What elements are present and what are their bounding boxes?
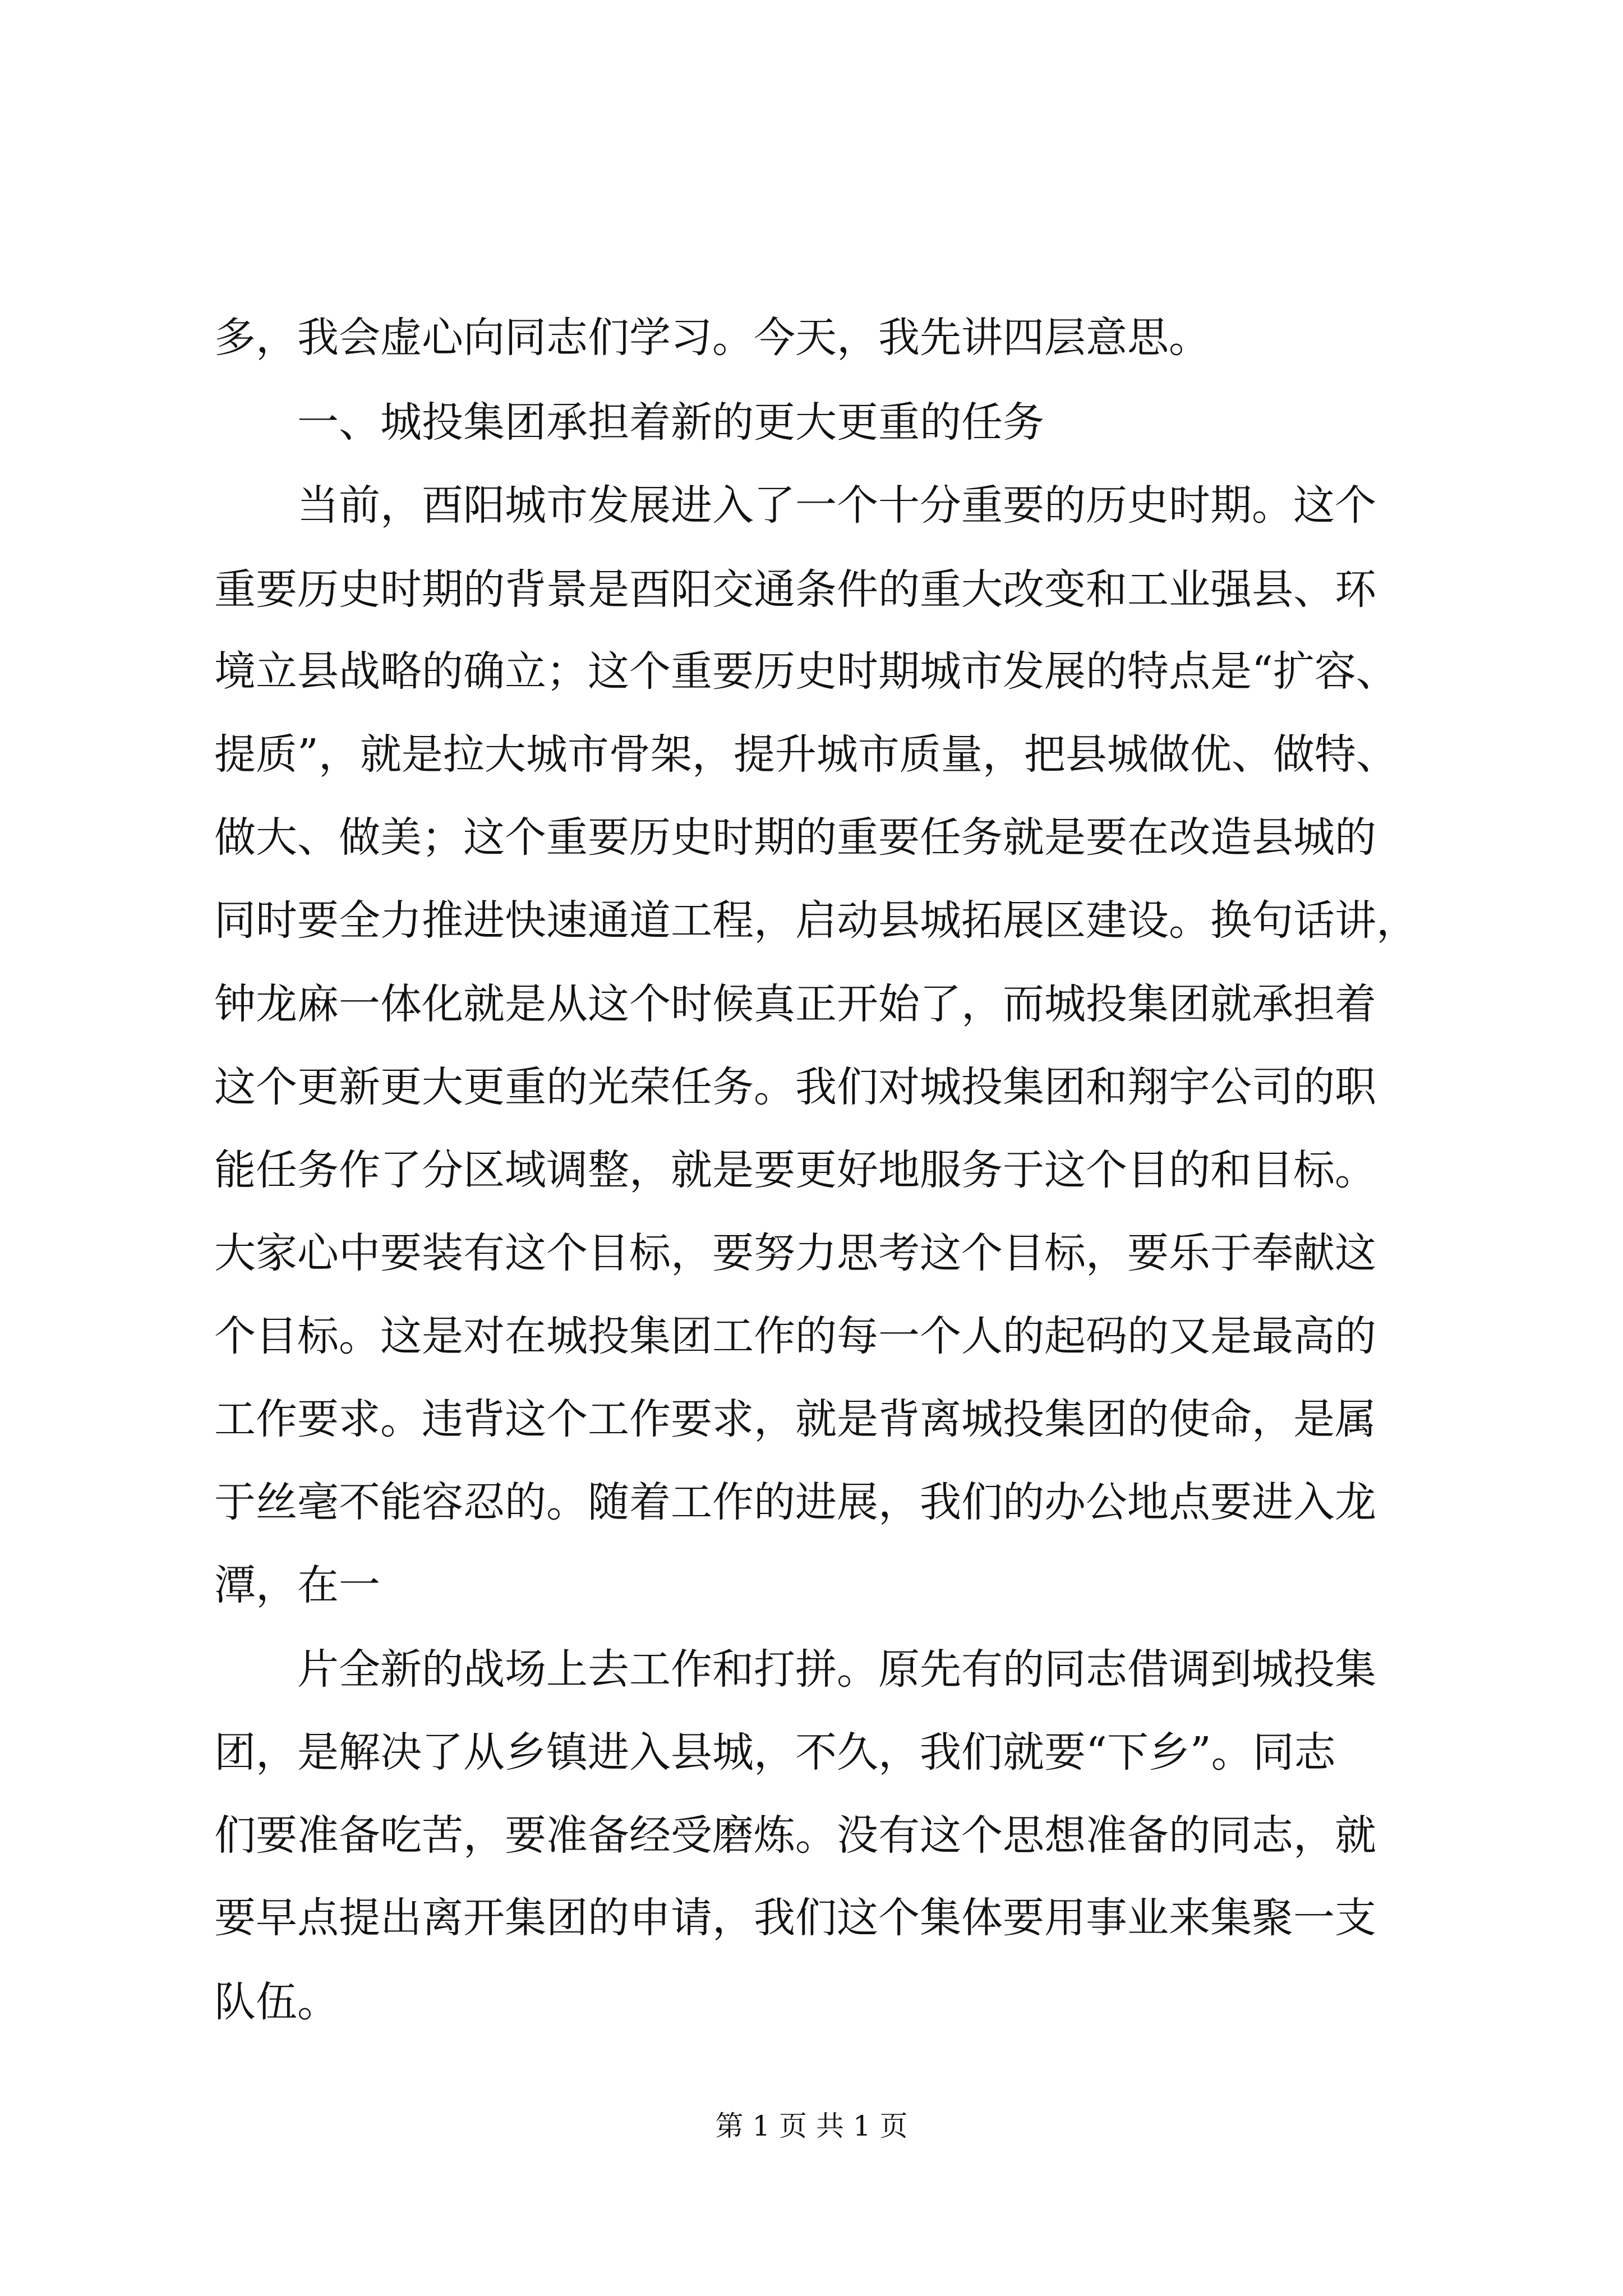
text-line: 工作要求。违背这个工作要求，就是背离城投集团的使命，是属 [214, 1395, 1376, 1443]
text-line: 于丝毫不能容忍的。随着工作的进展，我们的办公地点要进入龙 [214, 1478, 1376, 1526]
text-line: 同时要全力推进快速通道工程，启动县城拓展区建设。换句话讲， [214, 896, 1418, 945]
page-number-footer: 第 1 页 共 1 页 [715, 2110, 908, 2142]
text-line: 当前，酉阳城市发展进入了一个十分重要的历史时期。这个 [297, 481, 1376, 530]
text-line: 提质”，就是拉大城市骨架，提升城市质量，把县城做优、做特、 [214, 730, 1398, 779]
text-line: 团，是解决了从乡镇进入县城，不久，我们就要“下乡”。同志 [214, 1728, 1336, 1777]
text-line: 重要历史时期的背景是酉阳交通条件的重大改变和工业强县、环 [214, 565, 1376, 614]
section-heading: 一、城投集团承担着新的更大更重的任务 [297, 398, 1044, 447]
text-line: 个目标。这是对在城投集团工作的每一个人的起码的又是最高的 [214, 1312, 1376, 1360]
text-line: 做大、做美；这个重要历史时期的重要任务就是要在改造县城的 [214, 813, 1376, 862]
text-line: 能任务作了分区域调整，就是要更好地服务于这个目的和目标。 [214, 1146, 1376, 1194]
text-line: 这个更新更大更重的光荣任务。我们对城投集团和翔宇公司的职 [214, 1063, 1376, 1111]
text-line: 们要准备吃苦，要准备经受磨炼。没有这个思想准备的同志，就 [214, 1811, 1376, 1860]
text-line: 大家心中要装有这个目标，要努力思考这个目标，要乐于奉献这 [214, 1229, 1376, 1277]
text-line: 潭，在一 [214, 1561, 380, 1609]
text-line: 片全新的战场上去工作和打拼。原先有的同志借调到城投集 [297, 1645, 1376, 1694]
text-line: 队伍。 [214, 1978, 339, 2026]
text-line: 钟龙麻一体化就是从这个时候真正开始了，而城投集团就承担着 [214, 980, 1376, 1028]
text-line: 多，我会虚心向同志们学习。今天，我先讲四层意思。 [214, 314, 1210, 362]
text-line: 境立县战略的确立；这个重要历史时期城市发展的特点是“扩容、 [214, 647, 1398, 696]
text-line: 要早点提出离开集团的申请，我们这个集体要用事业来集聚一支 [214, 1894, 1376, 1942]
